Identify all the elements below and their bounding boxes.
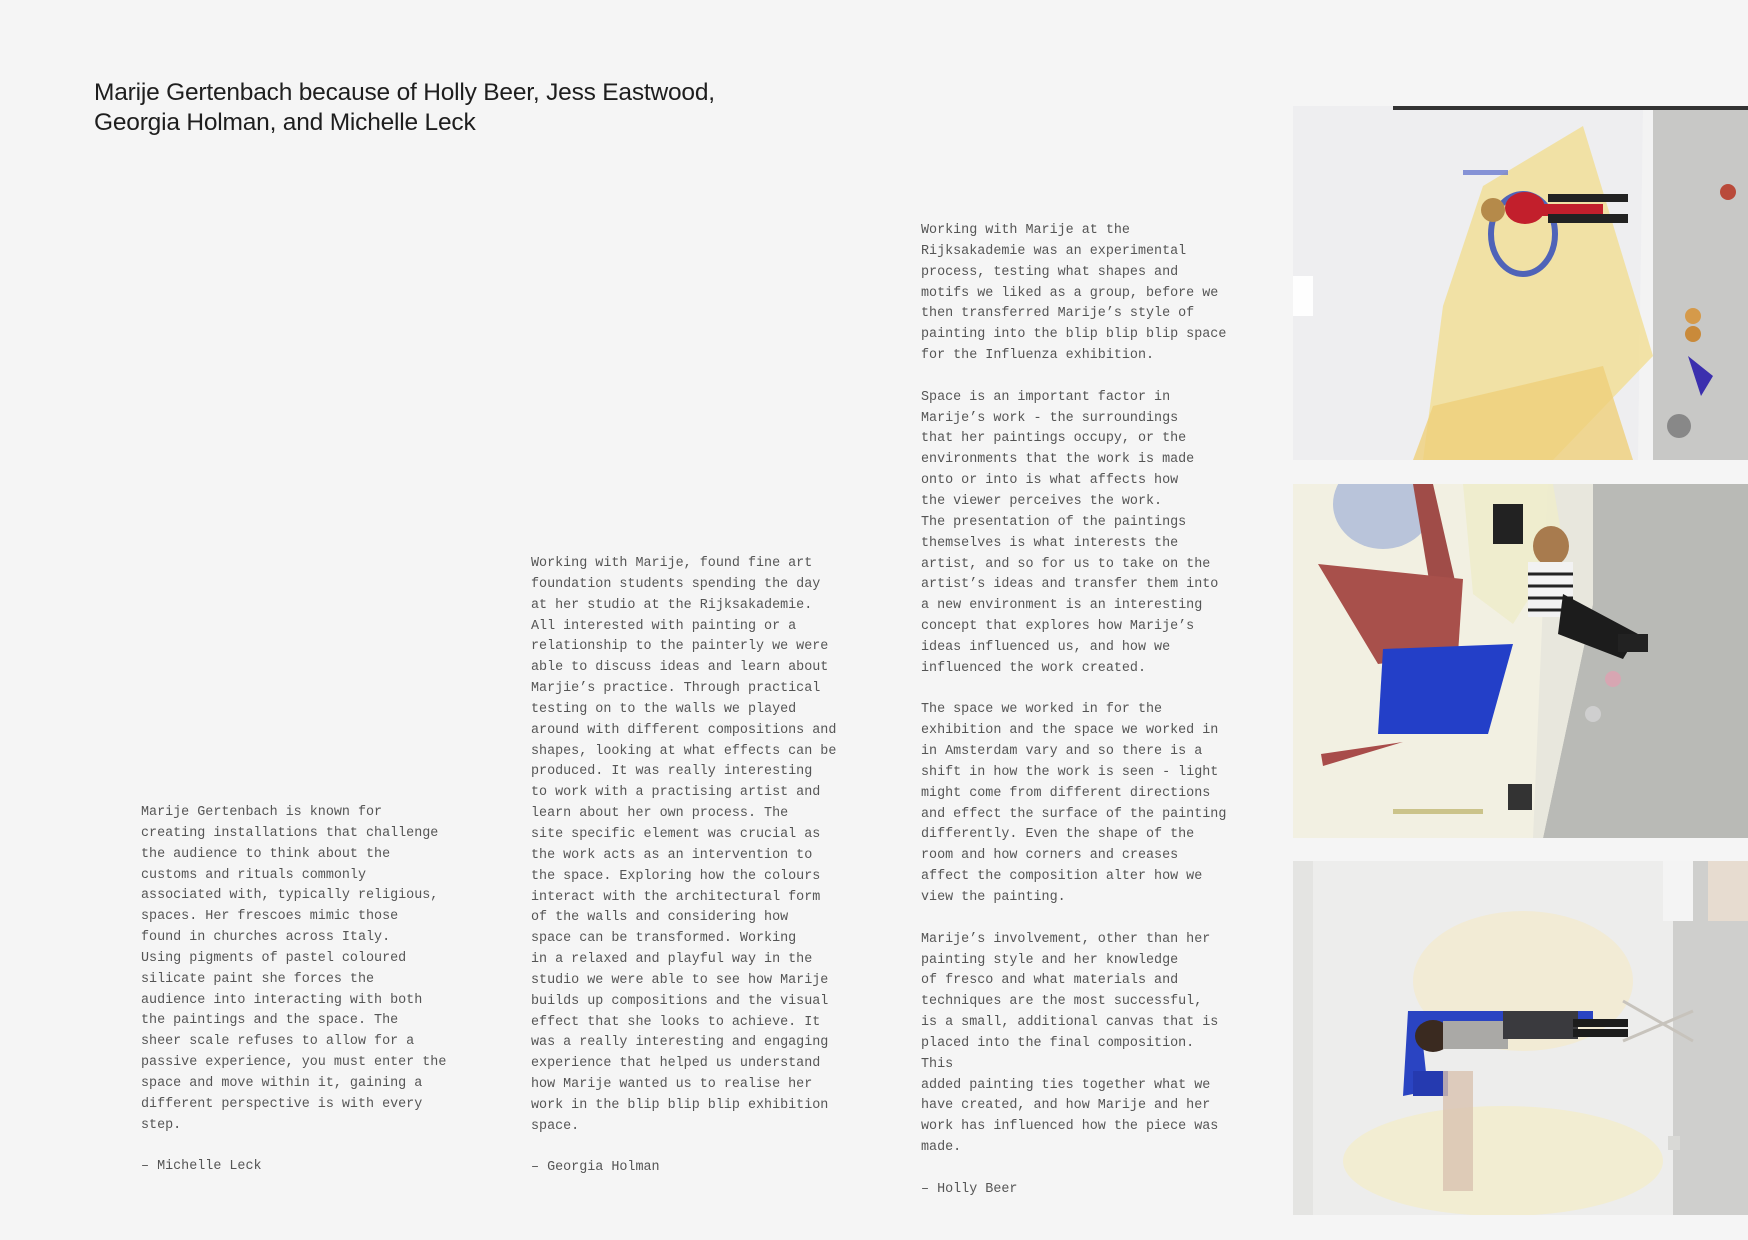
column-paragraph: Marije’s involvement, other than her painting style and her knowledge of fresco and what materials and techniques are the most successful, is a small, additional canvas that is placed into the final composition. This added painting ties together what we have created, and how Marije and her work has influenced how the piece was made. [921, 931, 1219, 1156]
column-paragraph: Space is an important factor in Marije’s work - the surroundings that her paintings occupy, or the environments that the work is made onto or into is what affects how the viewer perceives the work. The presentation of the paintings themselves is what interests the artist, and so for us to take on the artist’s ideas and transfer them into a new environment is an interesting concept that explores how Marije’s ideas influenced us, and how we influenced the work created. [921, 389, 1219, 676]
studio-photo-red-blue-shapes [1293, 484, 1748, 838]
column-paragraph: Working with Marije at the Rijksakademie was an experimental process, testing what shapes and motifs we liked as a group, before we then transferred Marije’s style of painting into the blip blip blip space for the Influenza exhibition. [921, 223, 1227, 364]
page-title: Marije Gertenbach because of Holly Beer, Jess Eastwood, Georgia Holman, and Michelle Leck [94, 79, 715, 136]
studio-photo-yellow-wall [1293, 106, 1748, 460]
author-signature: – Michelle Leck [141, 1159, 262, 1175]
studio-photo-blue-floor [1293, 861, 1748, 1215]
author-signature: – Holly Beer [921, 1181, 1018, 1197]
column-paragraph: Marije Gertenbach is known for creating installations that challenge the audience to think about the customs and rituals commonly associated with, typically religious, spaces. Her frescoes mimic those found in churches across Italy. Using pigments of pastel coloured silicate paint she forces the audience into interacting with both the paintings and the space. The sheer scale refuses to allow for a passive experience, you must enter the space and move within it, gaining a different perspective is with every step. [141, 805, 447, 1133]
text-column-michelle-leck [141, 803, 451, 1178]
text-column-georgia-holman [531, 554, 841, 1179]
text-column-holly-beer [921, 221, 1231, 1201]
author-signature: – Georgia Holman [531, 1160, 660, 1176]
column-paragraph: Working with Marije, found fine art foundation students spending the day at her studio at the Rijksakademie. All interested with painting or a relationship to the painterly we were able to discuss ideas and learn about Marjie’s practice. Through practical testing on to the walls we played around with different compositions and shapes, looking at what effects can be produced. It was really interesting to work with a practising artist and learn about her own process. The site specific element was crucial as the work acts as an intervention to the space. Exploring how the colours interact with the architectural form of the walls and considering how space can be transformed. Working in a relaxed and playful way in the studio we were able to see how Marije builds up compositions and the visual effect that she looks to achieve. It was a really interesting and engaging experience that helped us understand how Marije wanted us to realise her work in the blip blip blip exhibition space. [531, 556, 837, 1134]
column-paragraph: The space we worked in for the exhibition and the space we worked in in Amsterdam vary and so there is a shift in how the work is seen - light might come from different directions and effect the surface of the painting differently. Even the shape of the room and how corners and creases affect the composition alter how we view the painting. [921, 702, 1227, 905]
